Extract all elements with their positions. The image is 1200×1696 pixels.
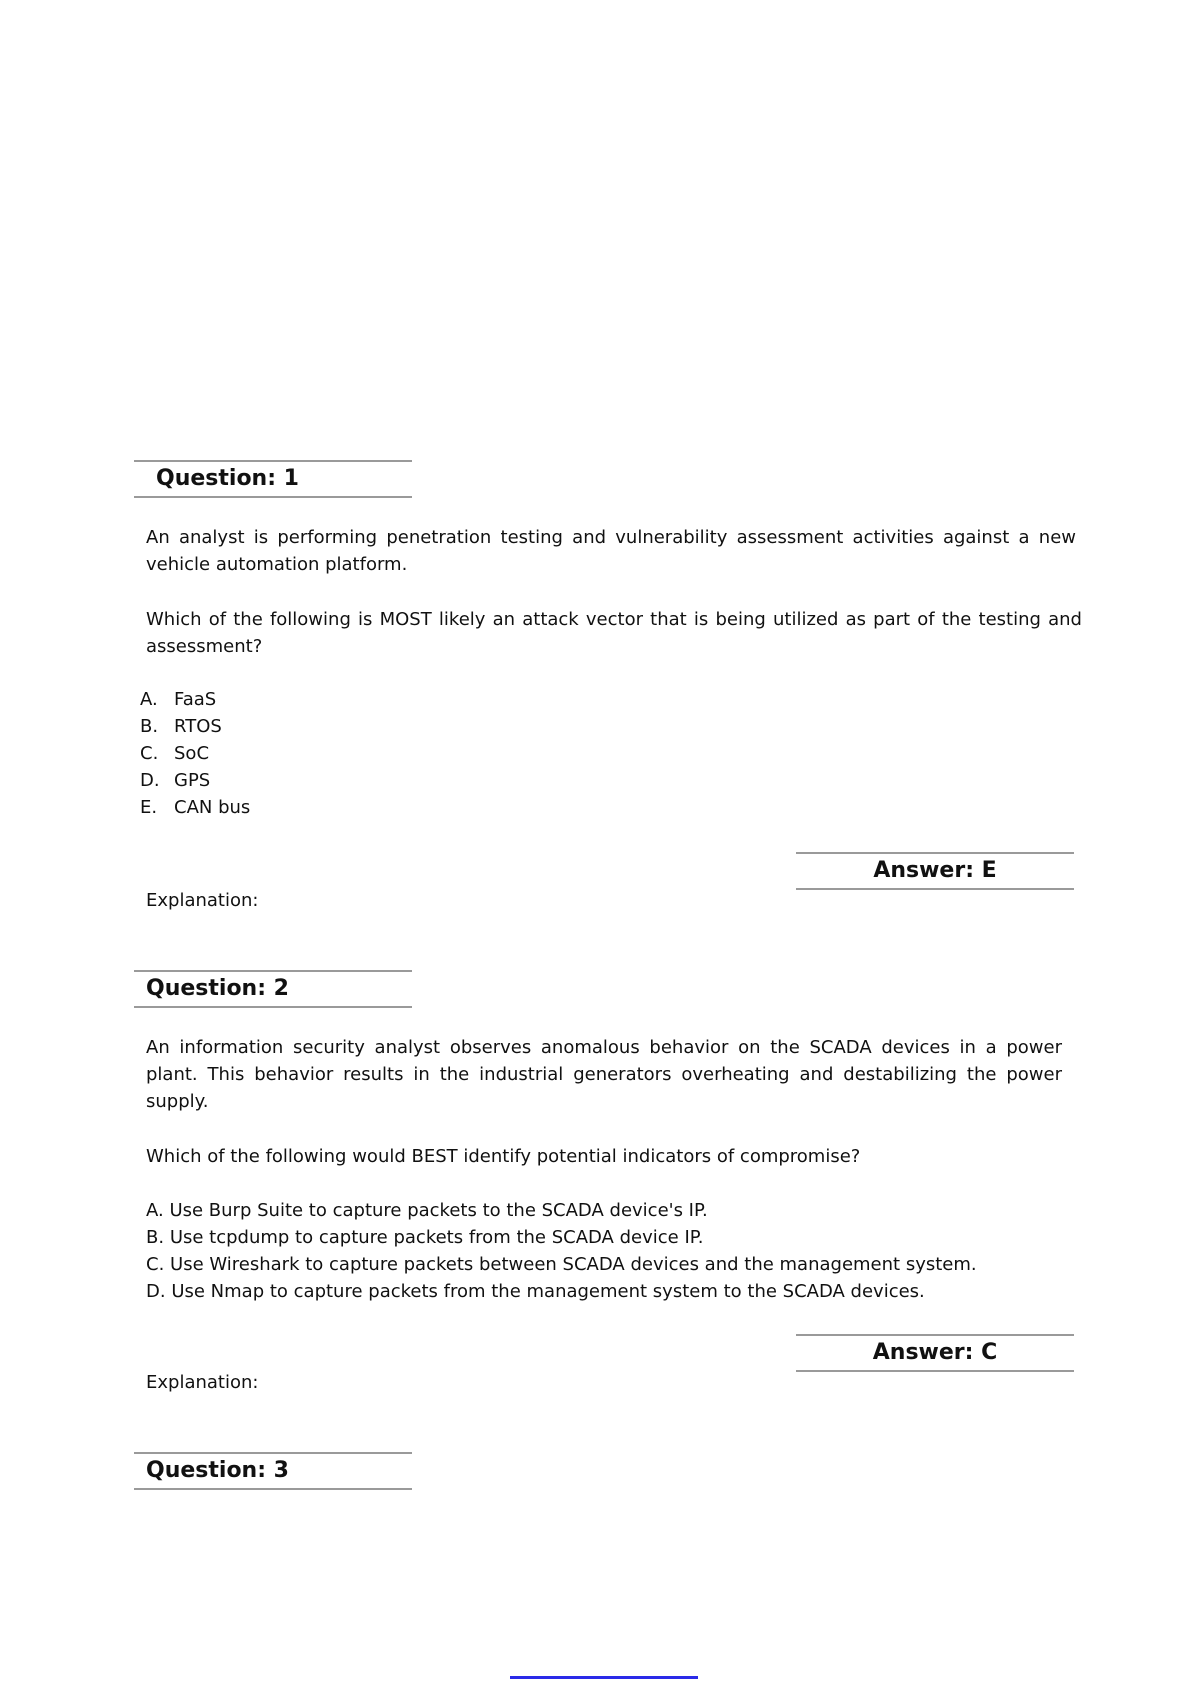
question-2-options [146, 1197, 977, 1305]
question-1-answer: Answer: E [873, 858, 997, 883]
question-2-title: Question: 2 [146, 976, 289, 1001]
question-2-header [134, 970, 412, 1008]
option-b: B. Use tcpdump to capture packets from the SCADA device IP. [146, 1227, 704, 1248]
option-d: D. GPS [140, 770, 211, 791]
question-1-header [134, 460, 412, 498]
question-2-stem: An information security analyst observes anomalous behavior on the SCADA devices in a power plant. This behavior results in the industrial generators overheating and destabilizing the power supply. [146, 1037, 1062, 1112]
option-c: C. Use Wireshark to capture packets between SCADA devices and the management system. [146, 1254, 977, 1275]
question-1-prompt: Which of the following is MOST likely an attack vector that is being utilized as part of the testing and assessment? [146, 609, 1082, 657]
option-a: A. FaaS [140, 689, 217, 710]
question-1-title: Question: 1 [156, 466, 299, 491]
question-3-title: Question: 3 [146, 1458, 289, 1483]
option-c: C. SoC [140, 743, 210, 764]
option-b: B. RTOS [140, 716, 222, 737]
question-2-explanation-label: Explanation: [146, 1372, 259, 1393]
question-2-prompt: Which of the following would BEST identify potential indicators of compromise? [146, 1146, 861, 1167]
question-2-answer: Answer: C [872, 1340, 998, 1365]
option-e: E. CAN bus [140, 797, 251, 818]
question-2-answer-box [796, 1334, 1074, 1372]
question-1-stem: An analyst is performing penetration testing and vulnerability assessment activities against a new vehicle automation platform. [146, 527, 1076, 575]
option-d: D. Use Nmap to capture packets from the management system to the SCADA devices. [146, 1281, 925, 1302]
question-1-explanation-label: Explanation: [146, 890, 259, 911]
option-a: A. Use Burp Suite to capture packets to the SCADA device's IP. [146, 1200, 708, 1221]
question-1-answer-box [796, 852, 1074, 890]
footer-link-rule [510, 1676, 698, 1679]
question-1-options [140, 686, 250, 821]
question-3-header [134, 1452, 412, 1490]
